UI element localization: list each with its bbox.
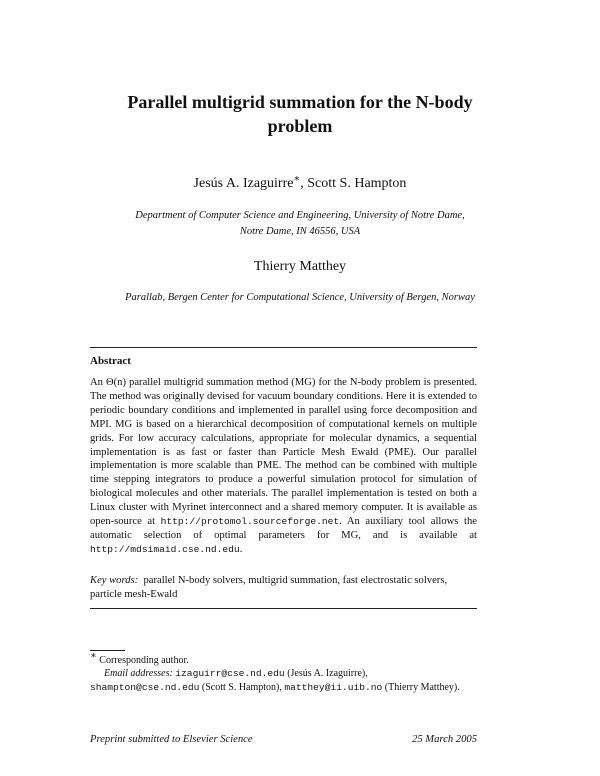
- abstract-text-c: .: [239, 543, 243, 555]
- name-hampton: (Scott S. Hampton),: [199, 681, 285, 693]
- title-line-1: Parallel multigrid summation for the N-body: [127, 92, 473, 112]
- footnote-emails-1: [90, 667, 477, 680]
- email-matthey[interactable]: matthey@ii.uib.no: [284, 681, 383, 693]
- keywords: [90, 574, 477, 602]
- affiliation-2: Parallab, Bergen Center for Computational Science, University of Bergen, Norway: [125, 292, 475, 303]
- abstract-bottom-rule: [90, 608, 477, 609]
- email-izaguirre[interactable]: izaguirr@cse.nd.edu: [175, 668, 285, 680]
- abstract-heading: Abstract: [90, 355, 131, 367]
- author-hampton: , Scott S. Hampton: [300, 176, 407, 191]
- abstract-text-a: An Θ(n) parallel multigrid summation method (MG) for the N-body problem is presented. The method was originally devised for vacuum boundary conditions. Here it is extended to periodic boundary conditions and implemented in parallel using force decomposition and MPI. MG is based on a hierarchical decomposition of computational kernels on multiple grids. For low accuracy calculations, appropriate for molecular dynamics, a sequential implementation is as fast or faster than Particle Mesh Ewald (PME). Our parallel implementation is more scalable than PME. The method can be combined with multiple time stepping integrators to produce a powerful simulation protocol for simulation of biological molecules and other materials. The parallel implementation is tested on both a Linux cluster with Myrinet interconnect and a shared memory computer. It is available as open-source at: [90, 377, 477, 528]
- footnote-corresponding: [90, 650, 477, 667]
- footnote-emails-2: [90, 681, 477, 694]
- name-matthey: (Thierry Matthey).: [382, 681, 460, 693]
- affiliation-1-line-2: Notre Dame, IN 46556, USA: [239, 226, 361, 237]
- mdsimaid-url[interactable]: http://mdsimaid.cse.nd.edu: [90, 543, 240, 555]
- title-line-2: problem: [267, 116, 333, 136]
- abstract-top-rule: [90, 347, 477, 348]
- name-izaguirre: (Jesús A. Izaguirre),: [284, 668, 368, 680]
- corresponding-label: Corresponding author.: [99, 655, 189, 666]
- paper-title: [60, 90, 540, 138]
- email-hampton[interactable]: shampton@cse.nd.edu: [90, 681, 200, 693]
- footnote-mark: ∗: [90, 650, 97, 662]
- preprint-date: 25 March 2005: [412, 734, 477, 745]
- affiliation-1-line-1: Department of Computer Science and Engineering, University of Notre Dame,: [135, 210, 465, 221]
- abstract-text-b: . An auxiliary tool allows the automatic selection of optimal parameters for MG, and is available at: [90, 516, 477, 541]
- email-label: Email addresses:: [104, 668, 173, 680]
- protomol-url[interactable]: http://protomol.sourceforge.net: [160, 516, 340, 528]
- author-izaguirre: Jesús A. Izaguirre: [193, 176, 294, 191]
- keywords-text: parallel N-body solvers, multigrid summation, fast electrostatic solvers, particle mesh-Ewald: [90, 575, 448, 600]
- footnote-marker: ∗: [293, 173, 301, 185]
- footnote: [90, 650, 477, 694]
- preprint-note: Preprint submitted to Elsevier Science: [90, 734, 253, 745]
- author-line-1: [60, 173, 540, 192]
- author-line-2: Thierry Matthey: [253, 259, 347, 274]
- abstract-body: [90, 376, 477, 557]
- affiliation-1: [80, 208, 520, 240]
- keywords-label: Key words:: [90, 575, 139, 586]
